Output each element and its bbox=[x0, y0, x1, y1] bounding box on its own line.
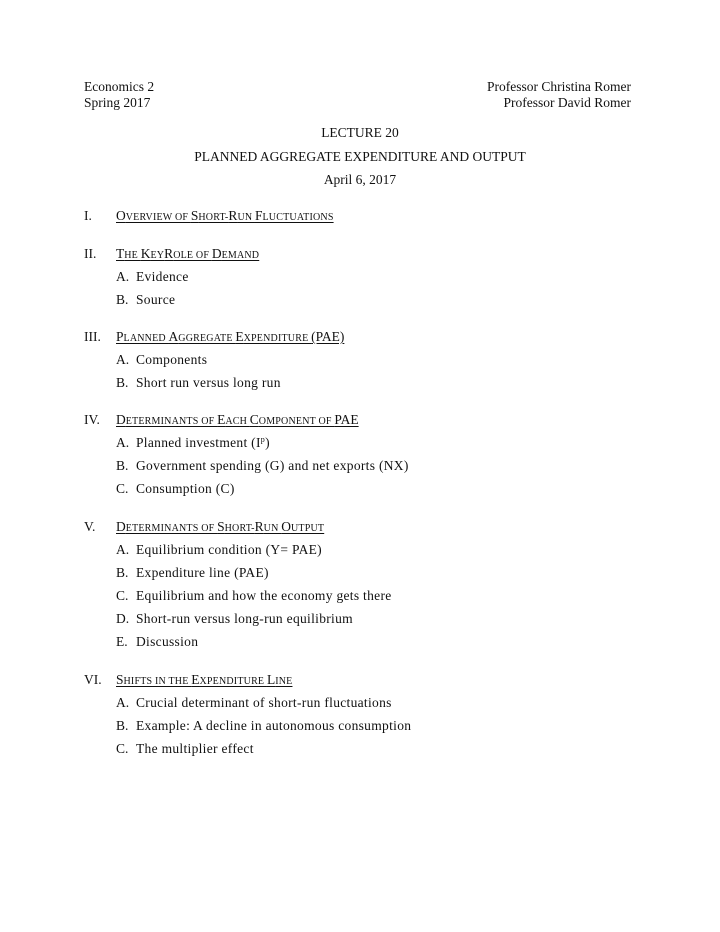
outline-item: Equilibrium condition (Y= PAE) bbox=[136, 542, 322, 557]
section-number: I. bbox=[84, 208, 92, 223]
section-title-part: L bbox=[266, 672, 276, 687]
outline-item: Discussion bbox=[136, 634, 199, 649]
section-title-part: T bbox=[116, 246, 125, 261]
section-title-part: R bbox=[164, 246, 174, 261]
professor-2: Professor David Romer bbox=[503, 95, 631, 110]
section-title-part: HORT- bbox=[198, 212, 229, 223]
section-title-part: ACH bbox=[225, 416, 250, 427]
section-title-part: EY bbox=[150, 250, 165, 261]
item-letter: A. bbox=[116, 352, 130, 367]
section-title-part: A bbox=[168, 329, 179, 344]
item-letter: C. bbox=[116, 588, 129, 603]
item-letter: A. bbox=[116, 435, 130, 450]
section-title-part: D bbox=[116, 412, 126, 427]
outline-item: Example: A decline in autonomous consumption bbox=[136, 718, 412, 733]
section-title-part: C bbox=[249, 412, 259, 427]
section-title-part: S bbox=[116, 672, 124, 687]
section-number: III. bbox=[84, 329, 101, 344]
outline-item: Government spending (G) and net exports (NX) bbox=[136, 458, 409, 473]
outline-item: Expenditure line (PAE) bbox=[136, 565, 269, 580]
outline-item-text: Planned investment (I bbox=[136, 435, 261, 450]
section-title-part: HORT- bbox=[224, 523, 255, 534]
lecture-title: PLANNED AGGREGATE EXPENDITURE AND OUTPUT bbox=[194, 149, 526, 164]
outline-item: Equilibrium and how the economy gets there bbox=[136, 588, 392, 603]
item-letter: B. bbox=[116, 292, 129, 307]
outline-item: Short run versus long run bbox=[136, 375, 281, 390]
section-title bbox=[116, 519, 324, 537]
section-title-part: OMPONENT OF bbox=[258, 416, 335, 427]
course-term: Spring 2017 bbox=[84, 95, 151, 110]
item-letter: B. bbox=[116, 718, 129, 733]
section-title-part: UN bbox=[263, 523, 282, 534]
section-title-part: D bbox=[116, 519, 126, 534]
section-title-part: HIFTS IN THE bbox=[123, 676, 192, 687]
section-title-part: E bbox=[191, 672, 200, 687]
section-title-part: PAE bbox=[334, 412, 359, 427]
section-title-part: XPENDITURE bbox=[243, 333, 312, 344]
superscript: p bbox=[260, 435, 266, 444]
item-letter: A. bbox=[116, 695, 130, 710]
section-title-part: ETERMINANTS OF bbox=[125, 416, 218, 427]
outline-item: Short-run versus long-run equilibrium bbox=[136, 611, 353, 626]
outline-item: Components bbox=[136, 352, 208, 367]
section-title-part: O bbox=[281, 519, 291, 534]
item-letter: B. bbox=[116, 565, 129, 580]
section-title bbox=[116, 672, 292, 690]
lecture-date: April 6, 2017 bbox=[323, 172, 397, 187]
item-letter: C. bbox=[116, 741, 129, 756]
item-letter: B. bbox=[116, 375, 129, 390]
item-letter: A. bbox=[116, 542, 130, 557]
section-title-part: S bbox=[217, 519, 225, 534]
section-title-part: UN bbox=[237, 212, 255, 223]
section-title-part: S bbox=[190, 208, 199, 223]
section-number: VI. bbox=[84, 672, 102, 687]
section-number: V. bbox=[84, 519, 96, 534]
section-title-part: (PAE) bbox=[311, 329, 345, 344]
item-letter: E. bbox=[116, 634, 128, 649]
outline-item: Consumption (C) bbox=[136, 481, 235, 496]
section-title-part: D bbox=[211, 246, 222, 261]
professor-1: Professor Christina Romer bbox=[487, 79, 631, 94]
outline-item-suffix: ) bbox=[265, 435, 270, 450]
item-letter: B. bbox=[116, 458, 129, 473]
item-letter: C. bbox=[116, 481, 129, 496]
section-number: IV. bbox=[84, 412, 100, 427]
section-title bbox=[116, 329, 344, 347]
section-title-part: UTPUT bbox=[290, 523, 325, 534]
outline-item: Crucial determinant of short-run fluctuations bbox=[136, 695, 392, 710]
outline-item: Evidence bbox=[136, 269, 189, 284]
lecture-number: LECTURE 20 bbox=[321, 125, 399, 140]
course-name: Economics 2 bbox=[84, 79, 155, 94]
section-title-part: E bbox=[235, 329, 244, 344]
section-title-part: HE bbox=[124, 250, 141, 261]
section-title-part: GGREGATE bbox=[178, 333, 236, 344]
section-title-part: R bbox=[254, 519, 264, 534]
section-title-part: ETERMINANTS OF bbox=[125, 523, 218, 534]
section-title-part: O bbox=[116, 208, 126, 223]
section-title-part: XPENDITURE bbox=[199, 676, 267, 687]
section-title-part: LANNED bbox=[123, 333, 169, 344]
item-letter: D. bbox=[116, 611, 130, 626]
section-title bbox=[116, 412, 359, 430]
section-title-part: EMAND bbox=[221, 250, 260, 261]
section-title-part: P bbox=[116, 329, 124, 344]
section-title-part: K bbox=[140, 246, 151, 261]
section-title bbox=[116, 246, 259, 264]
section-title-part: E bbox=[217, 412, 226, 427]
outline-item: The multiplier effect bbox=[136, 741, 254, 756]
section-title-part: F bbox=[254, 208, 263, 223]
section-title-part: VERVIEW OF bbox=[125, 212, 191, 223]
outline-item bbox=[136, 435, 270, 451]
outline-item: Source bbox=[136, 292, 176, 307]
item-letter: A. bbox=[116, 269, 130, 284]
section-title-part: OLE OF bbox=[173, 250, 212, 261]
section-title-part: LUCTUATIONS bbox=[262, 212, 334, 223]
section-title-part: INE bbox=[275, 676, 293, 687]
section-title-part: R bbox=[228, 208, 238, 223]
section-title bbox=[116, 208, 334, 226]
section-number: II. bbox=[84, 246, 97, 261]
